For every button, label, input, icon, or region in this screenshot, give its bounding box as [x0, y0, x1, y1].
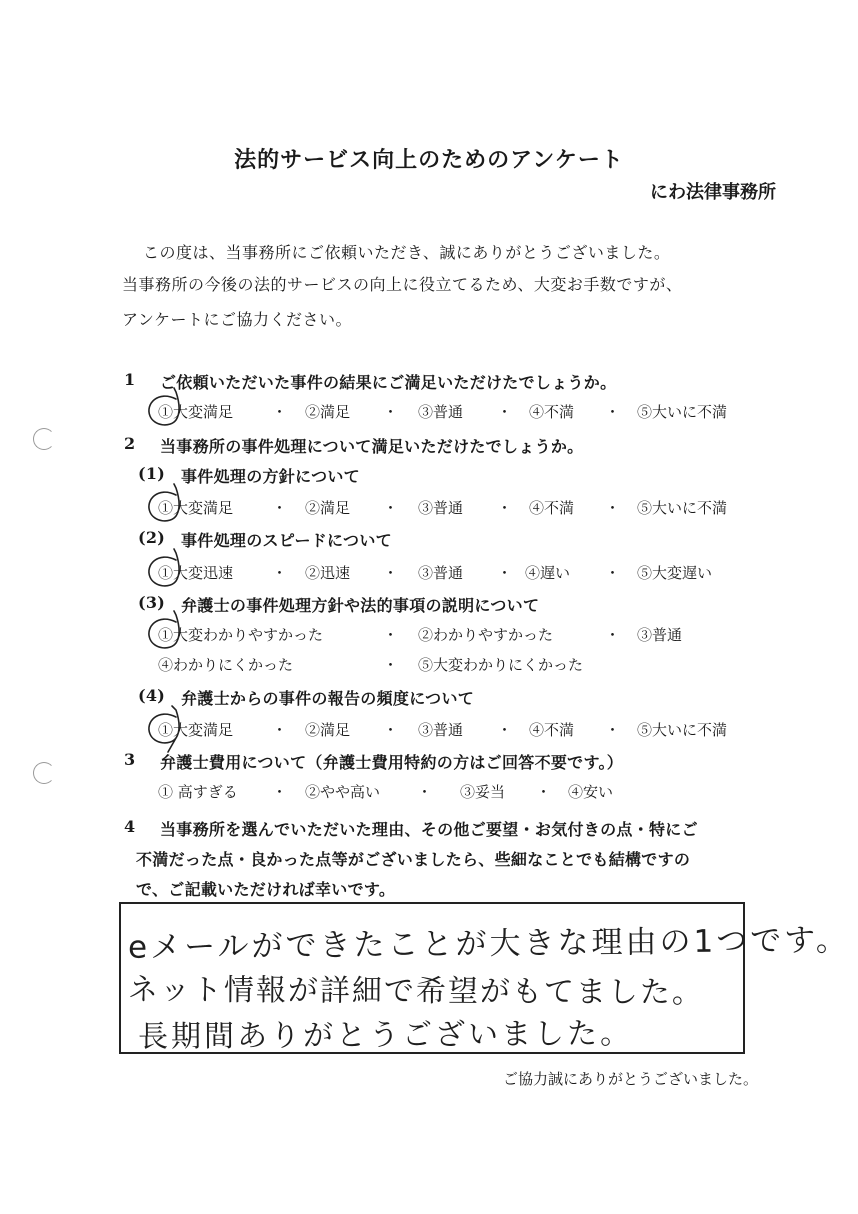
q1-option-5[interactable]: ⑤大いに不満 — [637, 403, 728, 421]
firm-name: にわ法律事務所 — [650, 182, 776, 203]
q2-2-sep: ・ — [605, 564, 621, 582]
q2-3-number: (3) — [138, 593, 166, 612]
intro-line-3: アンケートにご協力ください。 — [122, 310, 353, 329]
q2-4-number: (4) — [138, 686, 166, 705]
closing-thanks: ご協力誠にありがとうございました。 — [502, 1070, 758, 1088]
q2-1-sep: ・ — [272, 499, 288, 517]
q3-option-1[interactable]: ① 高すぎる — [158, 783, 238, 801]
q2-text: 当事務所の事件処理について満足いただけたでしょうか。 — [160, 437, 584, 456]
q3-number: 3 — [124, 750, 136, 769]
handwritten-line-2: ネット情報が詳細で希望がもてました。 — [127, 972, 705, 1011]
q2-1-sep: ・ — [605, 499, 621, 517]
q2-4-sep: ・ — [383, 721, 399, 739]
q1-sep: ・ — [272, 403, 288, 421]
q4-line-3: で、ご記載いただければ幸いです。 — [136, 880, 396, 899]
punch-hole-top — [33, 428, 55, 450]
q2-3-option-1[interactable]: ①大変わかりやすかった — [158, 626, 324, 644]
q2-3-option-2[interactable]: ②わかりやすかった — [418, 626, 554, 644]
q3-option-4[interactable]: ④安い — [568, 783, 614, 801]
q2-4-option-5[interactable]: ⑤大いに不満 — [637, 721, 728, 739]
q3-sep: ・ — [417, 783, 433, 801]
q2-2-option-2[interactable]: ②迅速 — [305, 564, 351, 582]
q2-1-option-5[interactable]: ⑤大いに不満 — [637, 499, 728, 517]
q2-2-option-3[interactable]: ③普通 — [418, 564, 464, 582]
intro-line-2: 当事務所の今後の法的サービスの向上に役立てるため、大変お手数ですが、 — [122, 275, 683, 294]
q3-sep: ・ — [272, 783, 288, 801]
q2-4-sep: ・ — [497, 721, 513, 739]
q2-3-sep: ・ — [605, 626, 621, 644]
q2-4-option-4[interactable]: ④不満 — [529, 721, 575, 739]
q2-number: 2 — [124, 434, 136, 453]
q2-3-sep: ・ — [383, 656, 399, 674]
q2-4-sep: ・ — [605, 721, 621, 739]
q2-2-sep: ・ — [383, 564, 399, 582]
q1-option-2[interactable]: ②満足 — [305, 403, 351, 421]
punch-hole-bottom — [33, 762, 55, 784]
q2-1-sep: ・ — [383, 499, 399, 517]
q4-number: 4 — [124, 817, 136, 836]
handwritten-line-3: 長期間ありがとうございました。 — [137, 1016, 634, 1055]
q1-option-4[interactable]: ④不満 — [529, 403, 575, 421]
q1-text: ご依頼いただいた事件の結果にご満足いただけたでしょうか。 — [160, 373, 617, 392]
q1-sep: ・ — [605, 403, 621, 421]
q3-option-2[interactable]: ②やや高い — [305, 783, 381, 801]
q1-sep: ・ — [497, 403, 513, 421]
q3-option-3[interactable]: ③妥当 — [460, 783, 506, 801]
q2-2-text: 事件処理のスピードについて — [181, 531, 392, 550]
q2-4-option-2[interactable]: ②満足 — [305, 721, 351, 739]
q3-sep: ・ — [536, 783, 552, 801]
survey-title: 法的サービス向上のためのアンケート — [234, 147, 624, 173]
q2-2-option-4[interactable]: ④遅い — [525, 564, 571, 582]
q2-1-text: 事件処理の方針について — [181, 467, 360, 486]
q2-1-option-3[interactable]: ③普通 — [418, 499, 464, 517]
q1-option-3[interactable]: ③普通 — [418, 403, 464, 421]
q2-2-number: (2) — [138, 528, 166, 547]
q2-4-sep: ・ — [272, 721, 288, 739]
q2-2-sep: ・ — [272, 564, 288, 582]
q2-2-option-1[interactable]: ①大変迅速 — [158, 564, 234, 582]
q4-line-2: 不満だった点・良かった点等がございましたら、些細なことでも結構ですの — [136, 850, 691, 869]
q4-line-1: 当事務所を選んでいただいた理由、その他ご要望・お気付きの点・特にご — [160, 820, 698, 839]
q2-1-sep: ・ — [497, 499, 513, 517]
q1-number: 1 — [124, 370, 136, 389]
q2-2-option-5[interactable]: ⑤大変遅い — [637, 564, 713, 582]
q1-sep: ・ — [383, 403, 399, 421]
q2-3-option-3[interactable]: ③普通 — [637, 626, 683, 644]
q2-4-text: 弁護士からの事件の報告の頻度について — [181, 689, 475, 708]
q2-1-option-1[interactable]: ①大変満足 — [158, 499, 234, 517]
q2-3-sep: ・ — [383, 626, 399, 644]
q1-option-1[interactable]: ①大変満足 — [158, 403, 234, 421]
q2-4-option-1[interactable]: ①大変満足 — [158, 721, 234, 739]
q2-3-option-5[interactable]: ⑤大変わかりにくかった — [418, 656, 584, 674]
q2-1-option-2[interactable]: ②満足 — [305, 499, 351, 517]
q2-3-option-4[interactable]: ④わかりにくかった — [158, 656, 294, 674]
q2-4-option-3[interactable]: ③普通 — [418, 721, 464, 739]
intro-line-1: この度は、当事務所にご依頼いただき、誠にありがとうございました。 — [143, 243, 671, 262]
q2-1-number: (1) — [138, 464, 166, 483]
q3-text: 弁護士費用について（弁護士費用特約の方はご回答不要です。） — [160, 753, 624, 772]
q2-3-text: 弁護士の事件処理方針や法的事項の説明について — [181, 596, 540, 615]
q2-1-option-4[interactable]: ④不満 — [529, 499, 575, 517]
q2-2-sep: ・ — [497, 564, 513, 582]
handwritten-line-1: eメールができたことが大きな理由の1つです。 — [127, 922, 850, 966]
